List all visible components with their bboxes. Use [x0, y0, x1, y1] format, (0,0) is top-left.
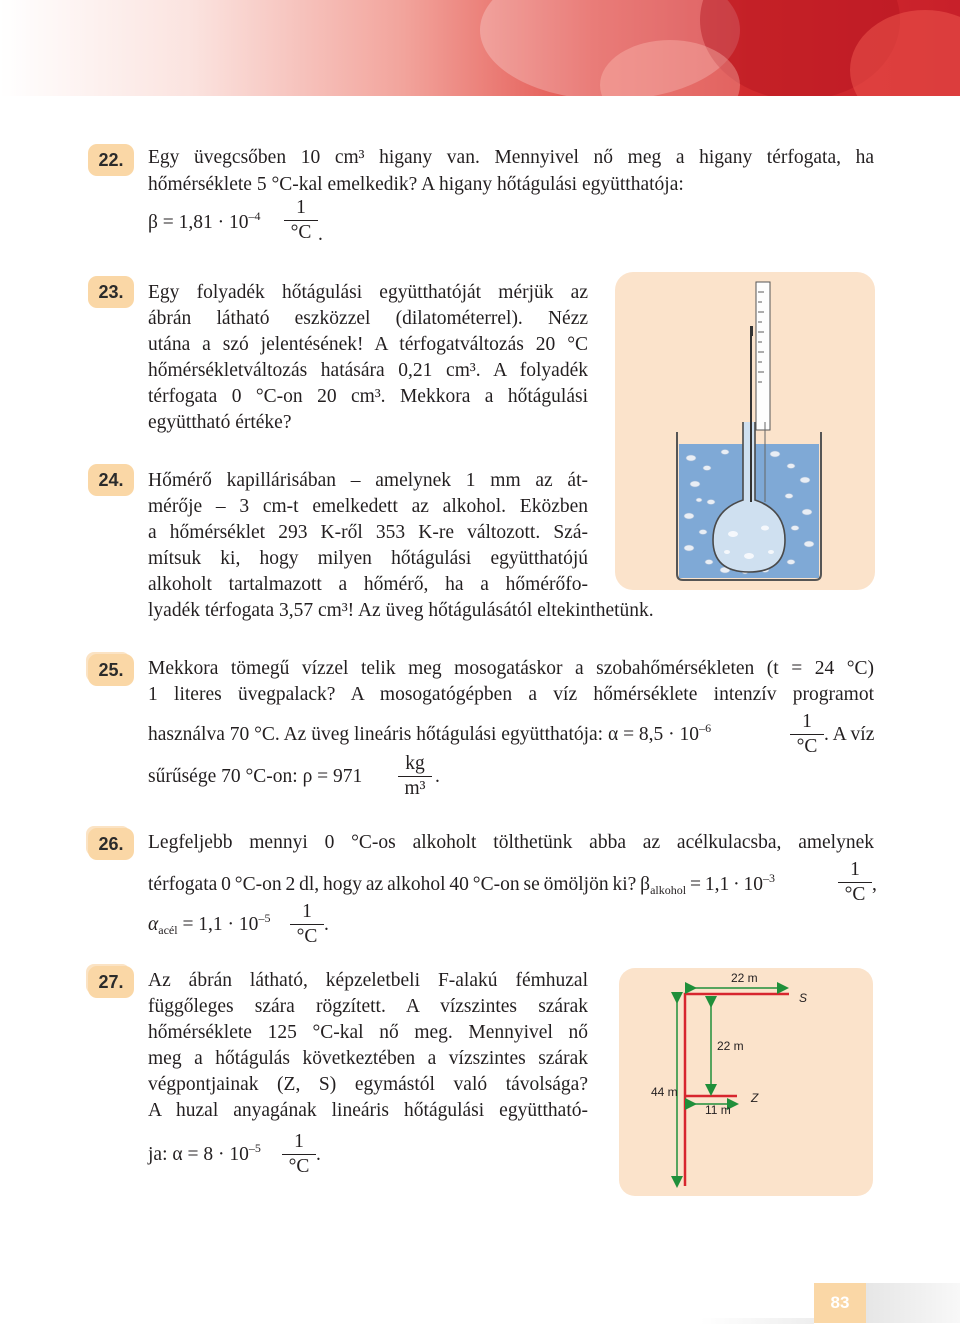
problem-23-line-1: Egy folyadék hőtágulási együtthatóját mérjük az [148, 282, 588, 303]
problem-24-line-3: a hőmérséklet 293 K-ről 353 K-re változott. Szá- [148, 522, 588, 543]
problem-number-27: 27. [88, 966, 134, 998]
problem-25-after-fraction: . A víz [824, 724, 875, 745]
problem-23-line-6: együttható értéke? [148, 412, 292, 433]
header-decoration [0, 0, 960, 96]
problem-24-line-6: lyadék térfogata 3,57 cm³! Az üveg hőtágulásától eltekinthetünk. [148, 600, 654, 621]
problem-25-line-4: sűrűsége 70 °C-on: ρ = 971 [148, 766, 363, 787]
footer-decoration-line [700, 1318, 814, 1324]
problem-26-period: . [324, 914, 329, 935]
problem-27-line-5: végpontjainak (Z, S) egymástól való távolsága? [148, 1074, 588, 1095]
problem-27-line-2: függőleges szára rögzített. A vízszintes szárak [148, 996, 588, 1017]
problem-26-line-1: Legfeljebb mennyi 0 °C-os alkoholt tölthetünk abba az acélkulacsba, amelynek [148, 832, 874, 853]
problem-22-period: . [318, 224, 323, 245]
problem-23-line-5: térfogata 0 °C-on 20 cm³. Mekkora a hőtágulási [148, 386, 588, 407]
problem-25-line-2: 1 literes üvegpalack? A mosogatógépben a víz hőmérséklete intenzív programot [148, 684, 874, 705]
footer-decoration [866, 1283, 960, 1323]
problem-number-22: 22. [88, 144, 134, 176]
problem-26-fraction-2: $\frac{1}{^\circ C}$ [290, 900, 324, 949]
dilatometer-figure [615, 272, 875, 590]
problem-26-line-3: $\alpha_{acél} = 1,1 \cdot 10^{-5}$ [148, 911, 271, 937]
problem-23-line-3: utána a szó jelentésének! A térfogatváltozás 20 °C [148, 334, 588, 355]
page-number: 83 [814, 1283, 866, 1323]
problem-27-period: . [316, 1144, 321, 1165]
problem-25-density-unit: $\frac{kg}{\text{m³}}$ [398, 752, 432, 801]
problem-number-26: 26. [88, 828, 134, 860]
problem-number-23: 23. [88, 276, 134, 308]
wire-label-left: 44 m [651, 1085, 678, 1099]
problem-27-line-7: ja: $\alpha = 8 \cdot 10^{-5}$ [148, 1141, 261, 1165]
problem-27-line-4: meg a hőtágulás következtében a vízszintes szárak [148, 1048, 588, 1069]
problem-27-line-1: Az ábrán látható, képzeletbeli F-alakú fémhuzal [148, 970, 588, 991]
problem-22-line-1: Egy üvegcsőben 10 cm³ higany van. Mennyivel nő meg a higany térfogata, ha [148, 147, 874, 168]
wire-label-mid: 22 m [717, 1039, 744, 1053]
problem-22-line-2: hőmérséklete 5 °C-kal emelkedik? A higany hőtágulási együtthatója: [148, 174, 684, 195]
wire-label-bottom: 11 m [705, 1103, 731, 1117]
problem-22-fraction: $\frac{1}{^\circ C}$ [284, 196, 318, 245]
problem-27-line-3: hőmérséklete 125 °C-kal nő meg. Mennyivel nő [148, 1022, 588, 1043]
problem-26-comma: , [872, 874, 877, 895]
problem-25-line-1: Mekkora tömegű vízzel telik meg mosogatáskor a szobahőmérsékleten (t = 24 °C) [148, 658, 874, 679]
problem-24-line-2: mérője – 3 cm-t emelkedett az alkohol. Eközben [148, 496, 588, 517]
problem-22-formula: $\beta = 1,81 \cdot 10^{-4}$ [148, 209, 261, 233]
problem-25-line-3: használva 70 °C. Az üveg lineáris hőtágulási együtthatója: $\alpha = 8,5 \cdot 10^{-6}$ [148, 721, 712, 745]
problem-number-25: 25. [88, 654, 134, 686]
problem-25-fraction: $\frac{1}{^\circ C}$ [790, 710, 824, 759]
problem-26-fraction-1: $\frac{1}{^\circ C}$ [838, 858, 872, 907]
wire-label-s: S [799, 991, 808, 1005]
problem-number-24: 24. [88, 464, 134, 496]
problem-27-fraction: $\frac{1}{^\circ C}$ [282, 1130, 316, 1179]
problem-26-line-2: térfogata 0 °C-on 2 dl, hogy az alkohol 40 °C-on se ömöljön ki? $\beta_{alkohol} = 1,1 \cdot 10^{-3}$ [148, 871, 775, 897]
problem-23-line-4: hőmérsékletváltozás hatására 0,21 cm³. A folyadék [148, 360, 588, 381]
problem-24-line-5: alkoholt tartalmazott a hőmérő, ha a hőmérőfo- [148, 574, 588, 595]
problem-23-line-2: ábrán látható eszközzel (dilatométerrel). Nézz [148, 308, 588, 329]
problem-24-line-4: mítsuk ki, hogy milyen hőtágulási együtthatójú [148, 548, 588, 569]
problem-27-line-6: A huzal anyagának lineáris hőtágulási együttható- [148, 1100, 588, 1121]
problem-24-line-1: Hőmérő kapillárisában – amelynek 1 mm az át- [148, 470, 588, 491]
wire-figure [619, 968, 873, 1196]
wire-label-z: Z [751, 1091, 759, 1105]
wire-label-top: 22 m [731, 971, 758, 985]
problem-25-period: . [435, 766, 440, 787]
